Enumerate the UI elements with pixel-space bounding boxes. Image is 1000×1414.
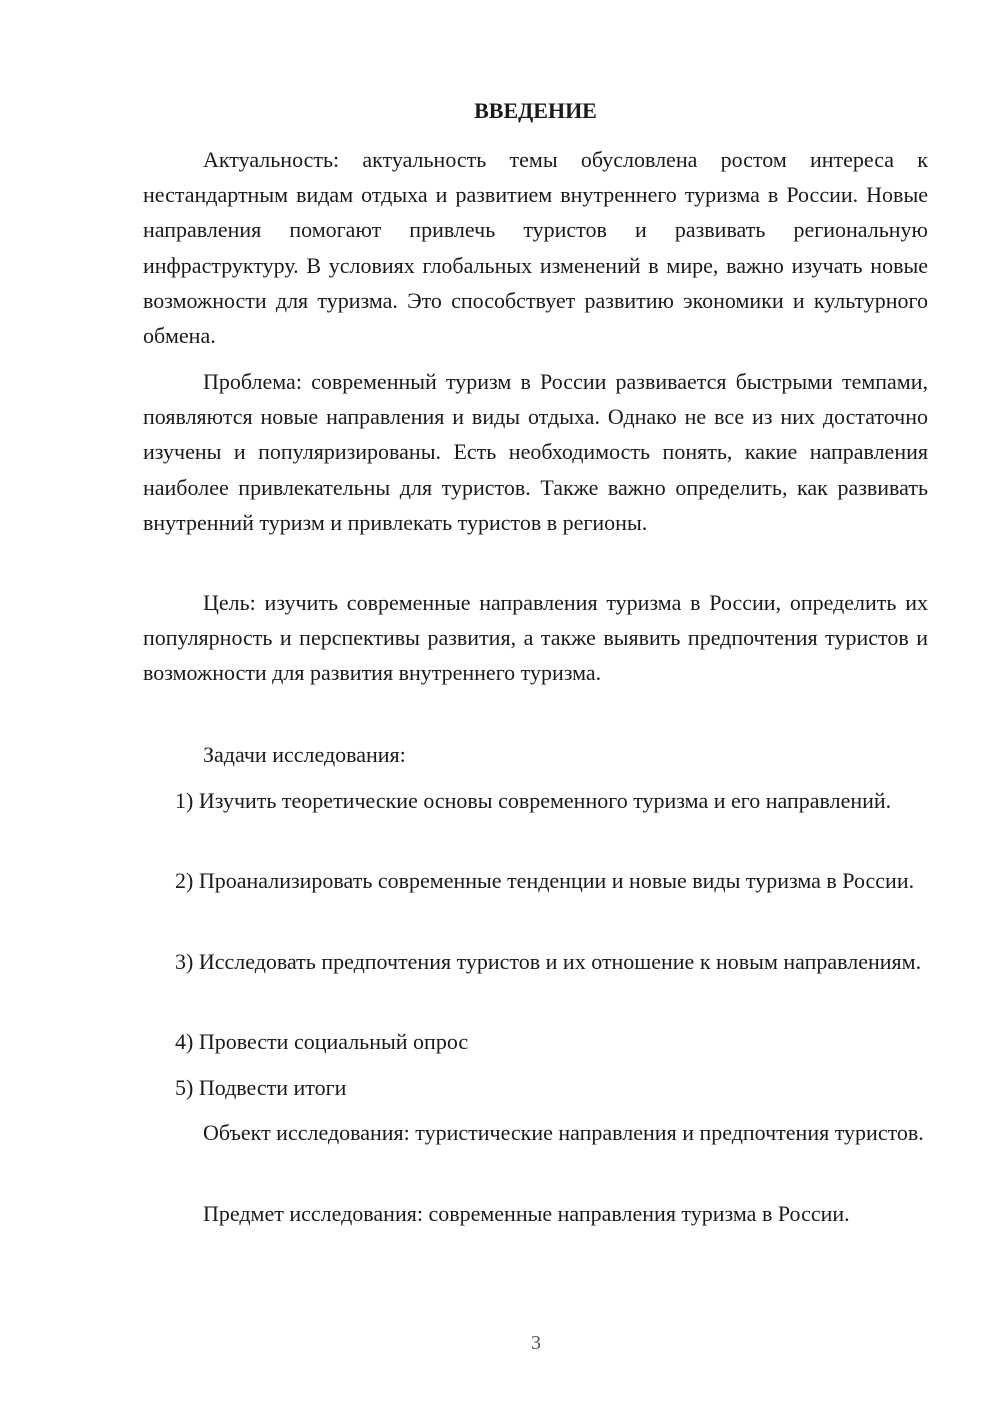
- object-paragraph: Объект исследования: туристические направления и предпочтения туристов.: [203, 1120, 924, 1145]
- section-title: ВВЕДЕНИЕ: [474, 98, 597, 123]
- problem-paragraph: Проблема: современный туризм в России развивается быстрыми темпами, появляются новые направления и виды отдыха. Однако не все из них достаточно изучены и популяризированы. Есть необходимость понять, какие направления наиболее привлекательны для туристов. Также важно определить, как развивать внутренний туризм и привлекать туристов в регионы.: [143, 369, 928, 535]
- relevance-paragraph: Актуальность: актуальность темы обусловлена ростом интереса к нестандартным видам отдыха и развитием внутреннего туризма в России. Новые направления помогают привлечь туристов и развивать региональную инфраструктуру. В условиях глобальных изменений в мире, важно изучать новые возможности для туризма. Это способствует развитию экономики и культурного обмена.: [143, 147, 928, 349]
- goal-paragraph: Цель: изучить современные направления туризма в России, определить их популярность и перспективы развития, а также выявить предпочтения туристов и возможности для развития внутреннего туризма.: [143, 590, 928, 686]
- task-item-5: 5) Подвести итоги: [175, 1075, 347, 1100]
- task-item-4: 4) Провести социальный опрос: [175, 1029, 469, 1054]
- subject-paragraph: Предмет исследования: современные направления туризма в России.: [203, 1201, 850, 1226]
- page-number: 3: [531, 1332, 541, 1354]
- task-item-1: 1) Изучить теоретические основы современного туризма и его направлений.: [175, 788, 892, 813]
- tasks-heading: Задачи исследования:: [203, 742, 406, 767]
- task-item-2: 2) Проанализировать современные тенденции и новые виды туризма в России.: [175, 868, 915, 893]
- task-item-3: 3) Исследовать предпочтения туристов и их отношение к новым направлениям.: [175, 949, 922, 974]
